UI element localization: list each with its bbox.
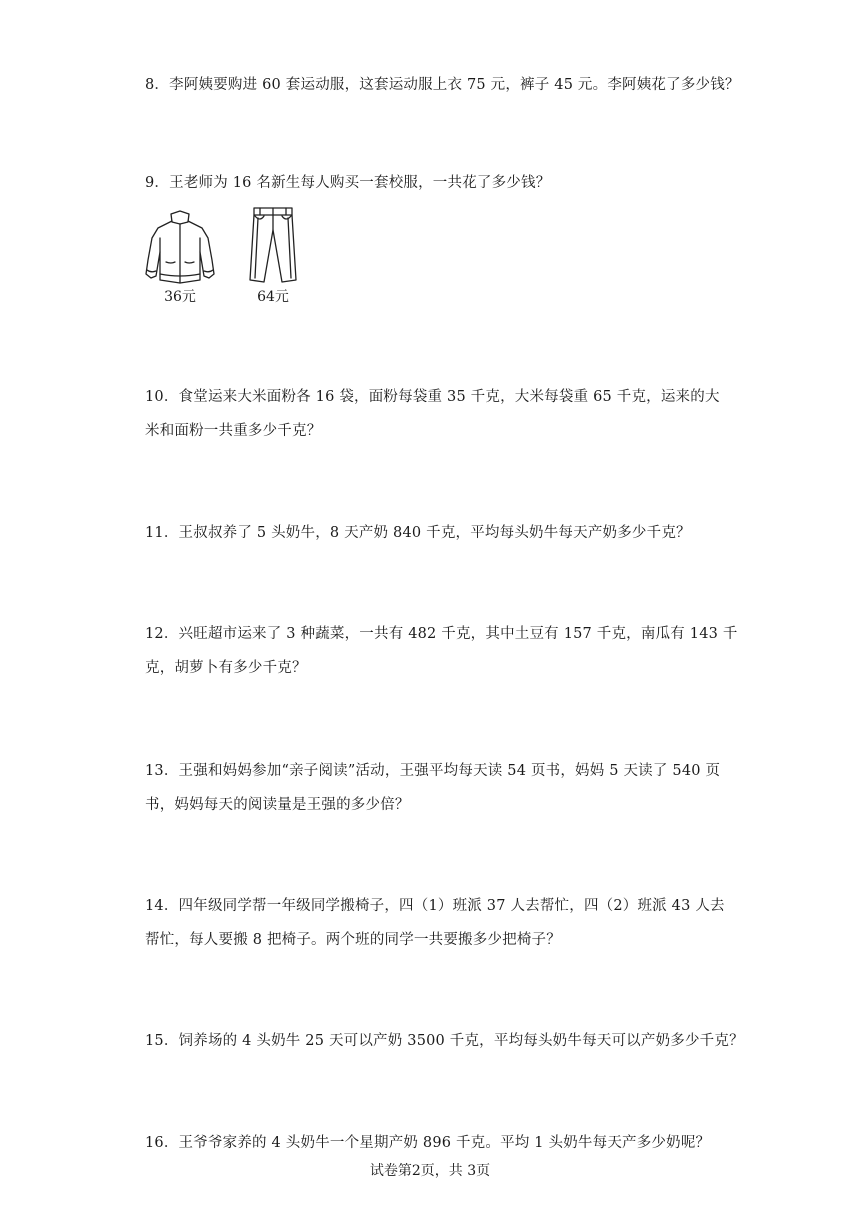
jacket-icon — [142, 208, 218, 288]
question-11 — [145, 516, 720, 550]
question-line: 克，胡萝卜有多少千克？ — [145, 660, 307, 676]
question-line: 8．李阿姨要购进 60 套运动服，这套运动服上衣 75 元，裤子 45 元。李阿姨花了多少钱？ — [145, 77, 740, 93]
question-line: 米和面粉一共重多少千克？ — [145, 423, 322, 439]
jacket-price: 36元 — [164, 289, 196, 305]
jacket-figure — [142, 208, 218, 306]
question-line: 9．王老师为 16 名新生每人购买一套校服，一共花了多少钱？ — [145, 175, 551, 191]
question-line: 10．食堂运来大米面粉各 16 袋，面粉每袋重 35 千克，大米每袋重 65 千克，运来的大 — [145, 389, 720, 405]
question-14 — [145, 889, 725, 957]
pants-price: 64元 — [257, 289, 289, 305]
question-line: 13．王强和妈妈参加“亲子阅读”活动，王强平均每天读 54 页书，妈妈 5 天读了 540 页 — [145, 763, 721, 779]
question-16 — [145, 1126, 720, 1160]
question-15 — [145, 1024, 744, 1058]
question-line: 11．王叔叔养了 5 头奶牛，8 天产奶 840 千克，平均每头奶牛每天产奶多少千克？ — [145, 525, 691, 541]
question-13 — [145, 754, 720, 822]
question-line: 14．四年级同学帮一年级同学搬椅子，四（1）班派 37 人去帮忙，四（2）班派 43 人去 — [145, 898, 725, 914]
question-9 — [145, 166, 720, 200]
question-line: 15．饲养场的 4 头奶牛 25 天可以产奶 3500 千克，平均每头奶牛每天可以产奶多少千克？ — [145, 1033, 744, 1049]
question-line: 帮忙，每人要搬 8 把椅子。两个班的同学一共要搬多少把椅子？ — [145, 932, 561, 948]
pants-icon — [240, 204, 306, 288]
question-line: 书，妈妈每天的阅读量是王强的多少倍？ — [145, 797, 410, 813]
page-footer: 试卷第2页，共 3页 — [369, 1163, 491, 1179]
question-line: 12．兴旺超市运来了 3 种蔬菜，一共有 482 千克，其中土豆有 157 千克，南瓜有 143 千 — [145, 626, 738, 642]
question-12 — [145, 617, 738, 685]
question-line: 16．王爷爷家养的 4 头奶牛一个星期产奶 896 千克。平均 1 头奶牛每天产多少奶呢？ — [145, 1135, 711, 1151]
question-10 — [145, 380, 720, 448]
question-8 — [145, 68, 740, 102]
pants-figure — [240, 204, 306, 306]
